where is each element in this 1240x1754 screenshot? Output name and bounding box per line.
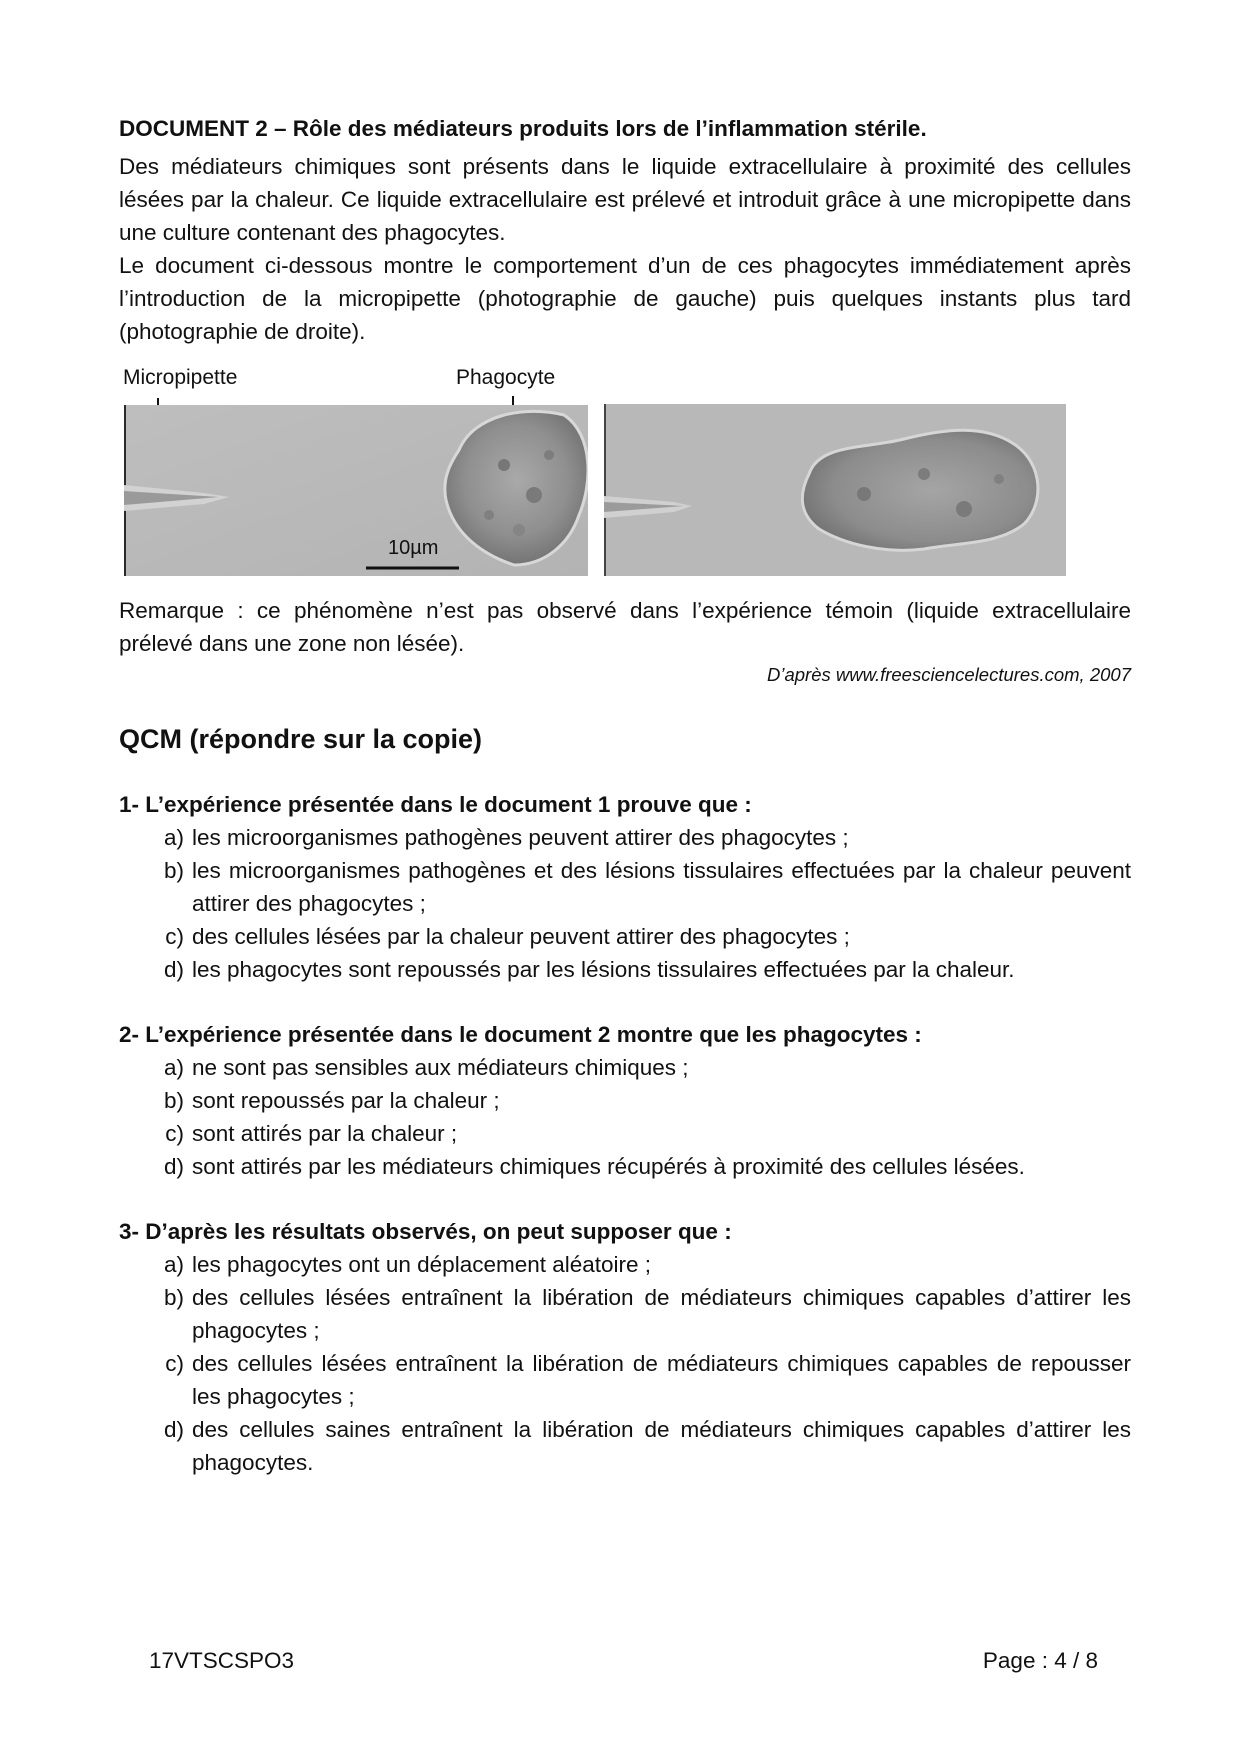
question-3-title: 3- D’après les résultats observés, on peut supposer que : <box>119 1219 732 1244</box>
option-letter: a) <box>163 825 184 850</box>
question-1-option-d <box>119 953 1131 986</box>
question-3-option-a <box>119 1248 1131 1281</box>
option-letter: d) <box>163 1417 184 1442</box>
photo-right <box>604 404 1066 576</box>
option-letter: d) <box>163 957 184 982</box>
option-letter: c) <box>165 1351 184 1376</box>
question-2-title: 2- L’expérience présentée dans le document 2 montre que les phagocytes : <box>119 1022 922 1047</box>
option-letter: d) <box>163 1154 184 1179</box>
intro-paragraph-1: Des médiateurs chimiques sont présents dans le liquide extracellulaire à proximité des cellules lésées par la chaleur. Ce liquide extracellulaire est prélevé et introduit grâce à une micropipette dans une culture contenant des phagocytes. <box>119 154 1131 245</box>
question-2 <box>119 1018 1131 1183</box>
question-3-option-d <box>119 1413 1131 1479</box>
question-1 <box>119 788 1131 986</box>
option-text: sont repoussés par la chaleur ; <box>192 1088 500 1113</box>
option-text: sont attirés par la chaleur ; <box>192 1121 458 1146</box>
footer-page-number: Page : 4 / 8 <box>982 1648 1098 1673</box>
question-1-option-a <box>119 821 1131 854</box>
scale-bar-label: 10µm <box>388 537 439 559</box>
question-3-option-b <box>119 1281 1131 1347</box>
label-micropipette: Micropipette <box>123 366 238 389</box>
question-2-option-a <box>119 1051 1131 1084</box>
option-text: des cellules lésées entraînent la libération de médiateurs chimiques capables de repousser les phagocytes ; <box>192 1351 1131 1409</box>
option-text: des cellules lésées entraînent la libération de médiateurs chimiques capables d’attirer les phagocytes ; <box>192 1285 1131 1343</box>
option-letter: c) <box>165 1121 184 1146</box>
document-title-text: Rôle des médiateurs produits lors de l’inflammation stérile. <box>292 116 927 141</box>
document-title-number: DOCUMENT 2 <box>119 116 268 141</box>
intro-paragraph-2: Le document ci-dessous montre le comportement d’un de ces phagocytes immédiatement après l’introduction de la micropipette (photographie de gauche) puis quelques instants plus tard (photographie de droite). <box>119 253 1131 344</box>
option-text: les microorganismes pathogènes peuvent attirer des phagocytes ; <box>192 825 849 850</box>
photo-left-image <box>124 405 588 576</box>
option-text: ne sont pas sensibles aux médiateurs chimiques ; <box>192 1055 689 1080</box>
question-3 <box>119 1215 1131 1479</box>
option-letter: a) <box>163 1055 184 1080</box>
question-2-option-b <box>119 1084 1131 1117</box>
option-text: des cellules saines entraînent la libération de médiateurs chimiques capables d’attirer les phagocytes. <box>192 1417 1131 1475</box>
question-2-option-d <box>119 1150 1131 1183</box>
option-text: des cellules lésées par la chaleur peuvent attirer des phagocytes ; <box>192 924 850 949</box>
footer-document-code: 17VTSCSPO3 <box>149 1648 295 1673</box>
question-3-options <box>119 1248 1131 1479</box>
option-letter: b) <box>163 1088 184 1113</box>
question-2-option-c <box>119 1117 1131 1150</box>
question-1-options <box>119 821 1131 986</box>
remark: Remarque : ce phénomène n’est pas observé dans l’expérience témoin (liquide extracellulaire prélevé dans une zone non lésée). <box>119 598 1131 656</box>
question-1-option-b <box>119 854 1131 920</box>
option-letter: a) <box>163 1252 184 1277</box>
question-1-title: 1- L’expérience présentée dans le document 1 prouve que : <box>119 792 752 817</box>
option-letter: c) <box>165 924 184 949</box>
label-phagocyte: Phagocyte <box>456 366 556 389</box>
source-citation: D’après www.freesciencelectures.com, 2007 <box>767 664 1131 685</box>
option-text: les microorganismes pathogènes et des lésions tissulaires effectuées par la chaleur peuvent attirer des phagocytes ; <box>192 858 1131 916</box>
question-3-option-c <box>119 1347 1131 1413</box>
photo-right-image <box>604 404 1066 576</box>
option-text: sont attirés par les médiateurs chimiques récupérés à proximité des cellules lésées. <box>192 1154 1025 1179</box>
photo-left <box>124 405 588 576</box>
qcm-title: QCM (répondre sur la copie) <box>119 724 483 754</box>
option-letter: b) <box>163 1285 184 1310</box>
question-2-options <box>119 1051 1131 1183</box>
option-text: les phagocytes ont un déplacement aléatoire ; <box>192 1252 652 1277</box>
option-letter: b) <box>163 858 184 883</box>
option-text: les phagocytes sont repoussés par les lésions tissulaires effectuées par la chaleur. <box>192 957 1015 982</box>
question-1-option-c <box>119 920 1131 953</box>
document-title-dash: – <box>267 116 293 141</box>
